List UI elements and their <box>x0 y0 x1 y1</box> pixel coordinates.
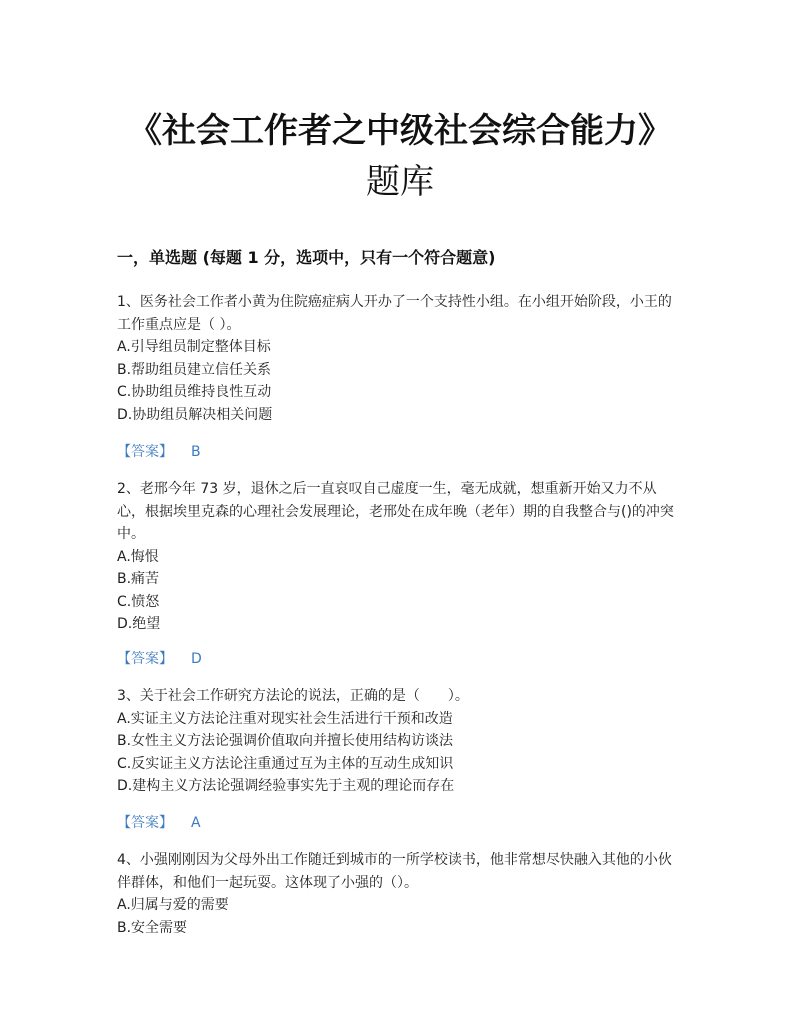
option-d: D.建构主义方法论强调经验事实先于主观的理论而存在 <box>117 778 455 794</box>
answer-row-3 <box>117 812 201 834</box>
option-d: D.协助组员解决相关问题 <box>117 406 273 423</box>
document-title: 《社会工作者之中级社会综合能力》 <box>128 111 672 151</box>
option-d: D.绝望 <box>117 616 161 632</box>
answer-value: B <box>191 444 201 460</box>
question-1 <box>117 291 677 426</box>
question-2 <box>117 478 677 636</box>
option-list <box>117 894 677 939</box>
answer-value: A <box>191 815 201 831</box>
option-a: A.引导组员制定整体目标 <box>117 339 271 355</box>
option-b: B.帮助组员建立信任关系 <box>117 361 272 378</box>
question-text: 4、小强刚刚因为父母外出工作随迁到城市的一所学校读书，他非常想尽快融入其他的小伙伴群体，和他们一起玩耍。这体现了小强的（）。 <box>117 852 672 891</box>
option-c: C.协助组员维持良性互动 <box>117 384 272 400</box>
question-text: 2、老邢今年 73 岁，退休之后一直哀叹自己虚度一生，毫无成就，想重新开始又力不从心，根据埃里克森的心理社会发展理论，老邢处在成年晚（老年）期的自我整合与()的冲突中。 <box>117 481 674 542</box>
answer-row-2 <box>117 648 202 670</box>
question-text: 1、医务社会工作者小黄为住院癌症病人开办了一个支持性小组。在小组开始阶段，小王的工作重点应是（ ）。 <box>117 294 672 333</box>
question-3 <box>117 685 677 798</box>
option-list <box>117 708 677 798</box>
question-text: 3、关于社会工作研究方法论的说法，正确的是（ ）。 <box>117 688 469 704</box>
section-heading: 一，单选题 (每题 1 分，选项中，只有一个符合题意) <box>117 248 496 267</box>
option-list <box>117 336 677 426</box>
answer-row-1 <box>117 441 201 463</box>
option-b: B.痛苦 <box>117 571 160 587</box>
answer-label: 【答案】 <box>117 444 173 460</box>
option-a: A.归属与爱的需要 <box>117 897 229 913</box>
option-a: A.悔恨 <box>117 548 159 565</box>
option-c: C.反实证主义方法论注重通过互为主体的互动生成知识 <box>117 755 454 772</box>
question-4 <box>117 849 677 939</box>
option-b: B.安全需要 <box>117 919 188 936</box>
option-c: C.愤怒 <box>117 593 160 610</box>
option-a: A.实证主义方法论注重对现实社会生活进行干预和改造 <box>117 710 453 727</box>
option-b: B.女性主义方法论强调价值取向并擅长使用结构访谈法 <box>117 733 454 749</box>
option-list <box>117 546 677 636</box>
answer-value: D <box>191 651 202 667</box>
document-subtitle: 题库 <box>366 162 434 202</box>
answer-label: 【答案】 <box>117 651 173 667</box>
answer-label: 【答案】 <box>117 815 173 831</box>
